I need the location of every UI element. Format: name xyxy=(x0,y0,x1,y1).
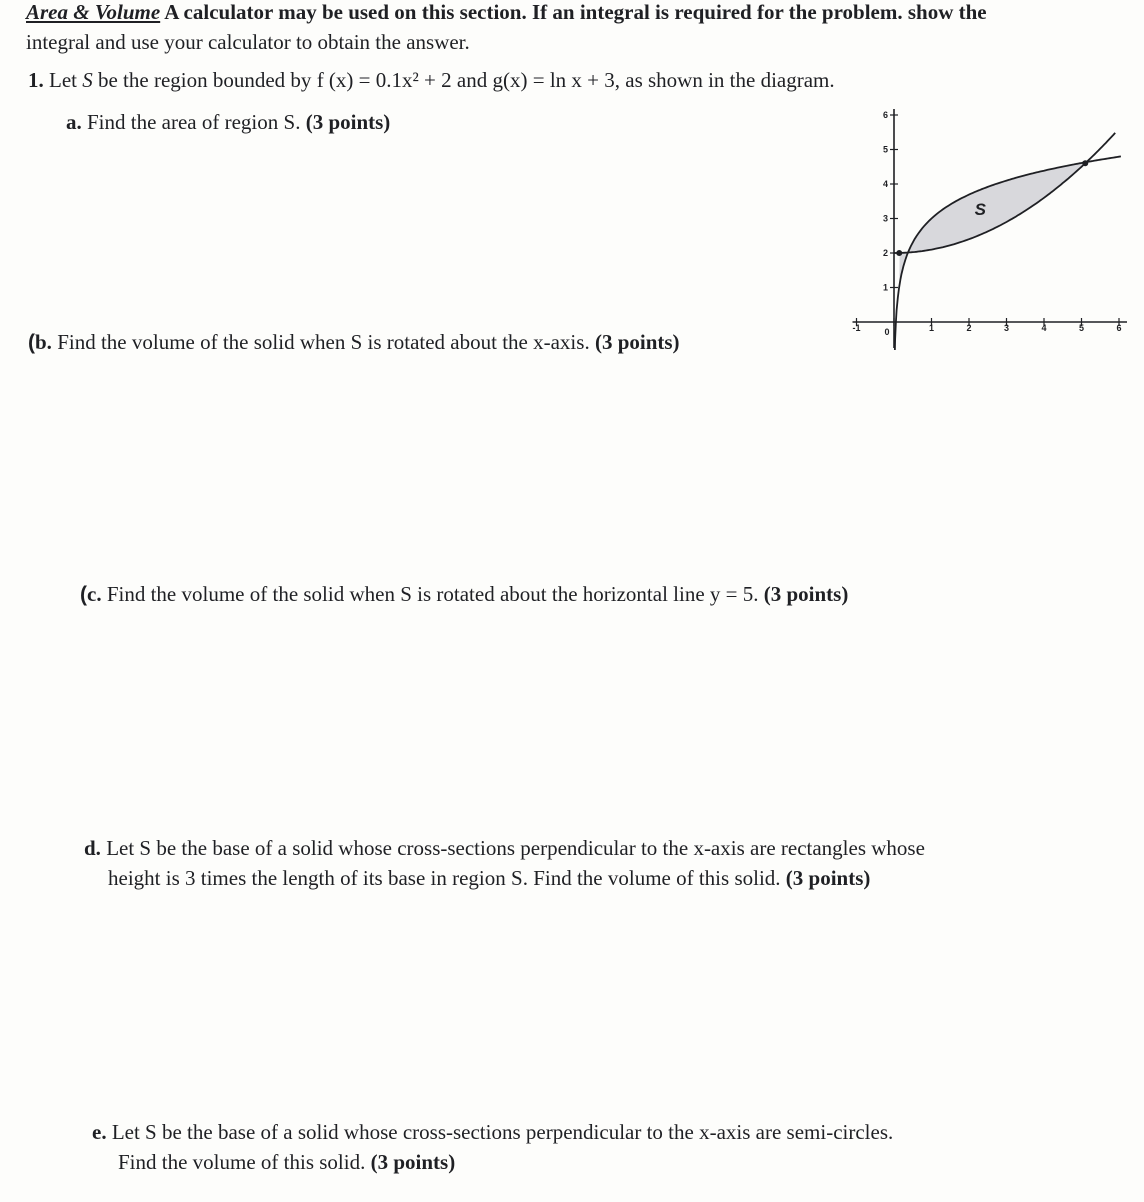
x-tick-label: 2 xyxy=(966,323,972,333)
problem-1-statement: 1. Let S be the region bounded by f (x) = 0.1x² + 2 and g(x) = ln x + 3, as shown in the diagram. xyxy=(28,68,835,92)
y-tick-label: 6 xyxy=(882,110,888,120)
part-e-label: e. xyxy=(92,1120,107,1144)
header-instructions: A calculator may be used on this section. If an integral is required for the problem. show the xyxy=(160,0,987,24)
section-title: Area & Volume xyxy=(26,0,161,24)
x-tick-label: 3 xyxy=(1003,323,1010,333)
part-e-line-1 xyxy=(92,1120,893,1145)
part-c xyxy=(80,582,848,607)
part-b-label: b. xyxy=(35,330,52,354)
problem-number: 1. xyxy=(28,68,44,92)
part-b-text: Find the volume of the solid when S is rotated about the x-axis. xyxy=(51,330,590,354)
part-e-points: (3 points) xyxy=(370,1150,456,1174)
part-d-text-1: Let S be the base of a solid whose cross-sections perpendicular to the x-axis are rectangles whose xyxy=(100,836,925,860)
part-c-text: Find the volume of the solid when S is rotated about the horizontal line y = 5. xyxy=(101,582,759,606)
region-s-label: S xyxy=(974,200,986,220)
part-d-line-2 xyxy=(108,866,870,891)
part-d-label: d. xyxy=(84,836,101,860)
part-a-label: a. xyxy=(66,110,82,134)
region-graph xyxy=(838,100,1144,350)
y-tick-label: 2 xyxy=(882,248,888,258)
part-c-circle-mark: ( xyxy=(80,583,87,606)
x-tick-label: 1 xyxy=(928,323,935,333)
intersection-point xyxy=(1082,160,1088,166)
part-e-text-2: Find the volume of this solid. xyxy=(118,1150,366,1174)
y-tick-label: 5 xyxy=(882,144,888,155)
x-tick-label: 4 xyxy=(1041,323,1047,333)
part-b xyxy=(28,330,680,355)
header-line-2: integral and use your calculator to obtain the answer. xyxy=(26,30,470,54)
part-d-line-1 xyxy=(84,836,925,861)
x-tick-label: 5 xyxy=(1078,323,1085,333)
x-tick-group xyxy=(852,318,1121,337)
x-tick-label: -1 xyxy=(852,323,861,333)
part-b-points: (3 points) xyxy=(594,330,680,354)
header-line-1 xyxy=(26,0,987,25)
part-b-circle-mark: ( xyxy=(28,331,35,354)
region-s-fill xyxy=(899,162,1085,286)
y-tick-group xyxy=(883,110,898,293)
part-e-text-1: Let S be the base of a solid whose cross-sections perpendicular to the x-axis are semi-circles. xyxy=(106,1120,894,1144)
y-tick-label: 4 xyxy=(882,179,888,189)
part-c-points: (3 points) xyxy=(763,582,849,606)
part-e-line-2 xyxy=(118,1150,455,1175)
part-d-text-2: height is 3 times the length of its base in region S. Find the volume of this solid. xyxy=(108,866,781,890)
y-tick-label: 3 xyxy=(882,213,888,224)
part-a-points: (3 points) xyxy=(305,110,391,134)
g-expression: g(x) = ln x + 3 xyxy=(492,68,615,92)
part-c-label: c. xyxy=(87,582,102,606)
x-tick-label: 6 xyxy=(1116,323,1122,333)
part-a xyxy=(66,110,390,135)
x-tick-label: 0 xyxy=(884,327,890,337)
f-expression: f (x) = 0.1x² + 2 xyxy=(316,68,452,92)
part-a-text: Find the area of region S. xyxy=(81,110,301,134)
intersection-point xyxy=(896,250,902,256)
y-tick-label: 1 xyxy=(882,282,888,293)
part-d-points: (3 points) xyxy=(785,866,871,890)
